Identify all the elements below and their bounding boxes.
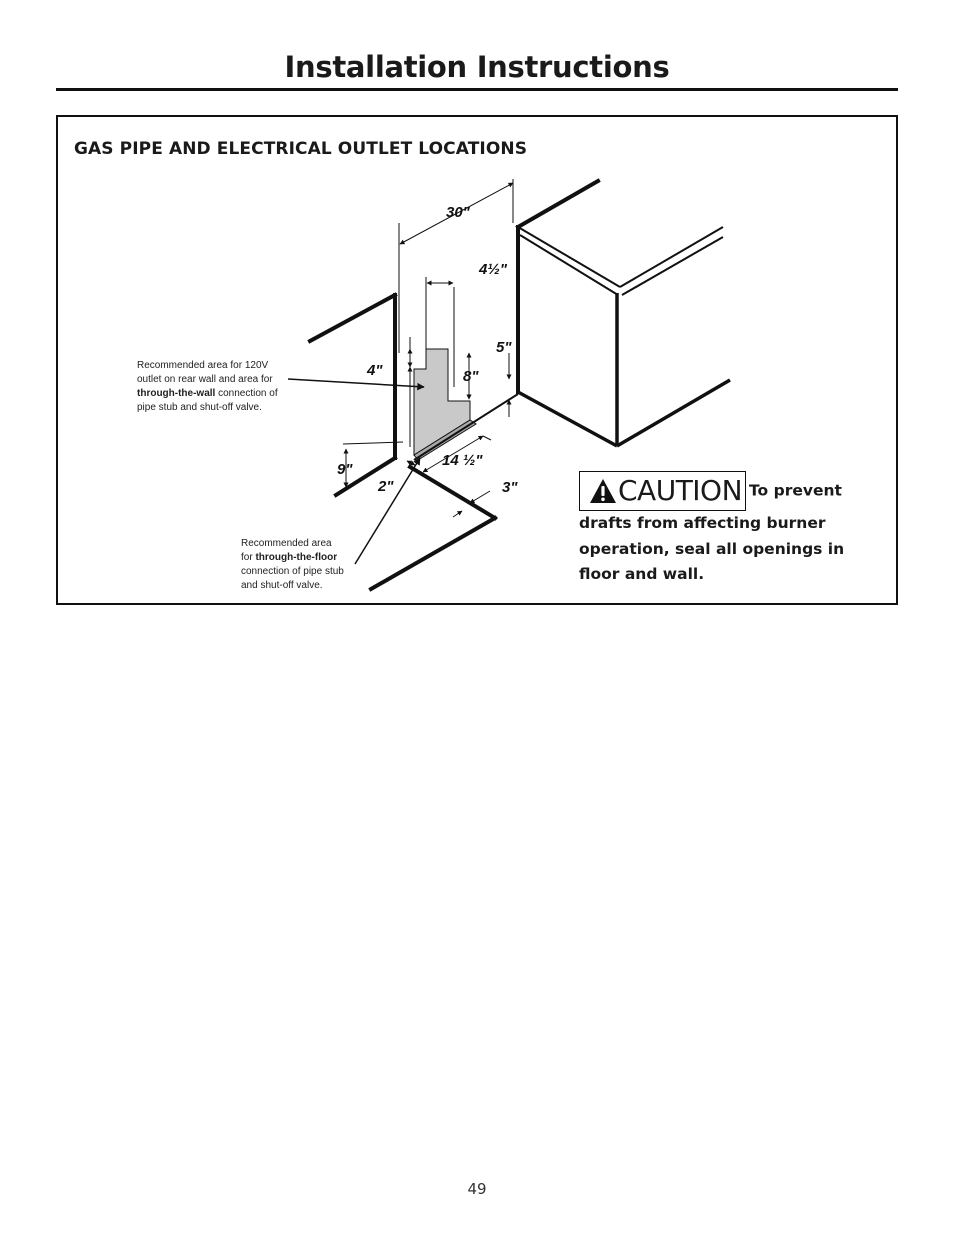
floor-callout-line1: Recommended area (241, 538, 332, 549)
caution-label: CAUTION (618, 474, 743, 507)
caution-text: To prevent drafts from affecting burner operation, seal all openings in floor and wall. (579, 481, 845, 583)
page-number: 49 (467, 1180, 487, 1198)
wall-callout-line4: pipe stub and shut-off valve. (137, 402, 262, 413)
wall-area-callout (137, 359, 312, 415)
cabinet-top-right (620, 227, 723, 287)
wall-callout-line2: outlet on rear wall and area for (137, 374, 273, 385)
dim-label-4-5: 4½" (479, 261, 507, 278)
floor-callout-bold: through-the-floor (255, 552, 338, 563)
floor-area-callout (241, 537, 376, 593)
dim-label-30: 30" (446, 204, 470, 221)
wall-callout-line3: connection of (215, 388, 278, 399)
wall-callout-bold: through-the-wall (137, 388, 216, 399)
dim-line-3-b (453, 511, 462, 517)
cabinet-top-left (518, 227, 620, 287)
dim-line-2 (407, 461, 415, 465)
warning-triangle-icon (589, 478, 617, 504)
dim-line-3-a (470, 491, 490, 503)
dim-label-3: 3" (502, 479, 518, 496)
cabinet-base-front (617, 380, 730, 446)
section-heading: GAS PIPE AND ELECTRICAL OUTLET LOCATIONS (74, 139, 528, 159)
dim-label-5: 5" (496, 339, 512, 356)
dim-label-8: 8" (463, 368, 479, 385)
dim-label-2: 2" (378, 478, 394, 495)
cabinet-top-left-inner (520, 235, 618, 295)
title-rule (56, 88, 898, 91)
dim-label-14-5: 14 ½" (442, 452, 483, 469)
floor-callout-line2: for (241, 552, 256, 563)
dim-label-9: 9" (337, 461, 353, 478)
cabinet-top-right-inner (622, 237, 723, 295)
installation-figure (56, 115, 898, 605)
dim-label-4: 4" (367, 362, 383, 379)
cabinet-top-back (518, 181, 598, 227)
wall-callout-line1: Recommended area for 120V (137, 360, 269, 371)
caution-badge (579, 471, 746, 511)
cabinet-base-back (518, 392, 617, 446)
floor-front-edge (410, 467, 495, 518)
caution-notice (579, 471, 879, 588)
floor-callout-line3: connection of pipe stub (241, 566, 344, 577)
floor-callout-line4: and shut-off valve. (241, 580, 323, 591)
page-title: Installation Instructions (284, 50, 670, 84)
left-wall-top (310, 295, 395, 341)
floor-front-return (371, 518, 495, 589)
